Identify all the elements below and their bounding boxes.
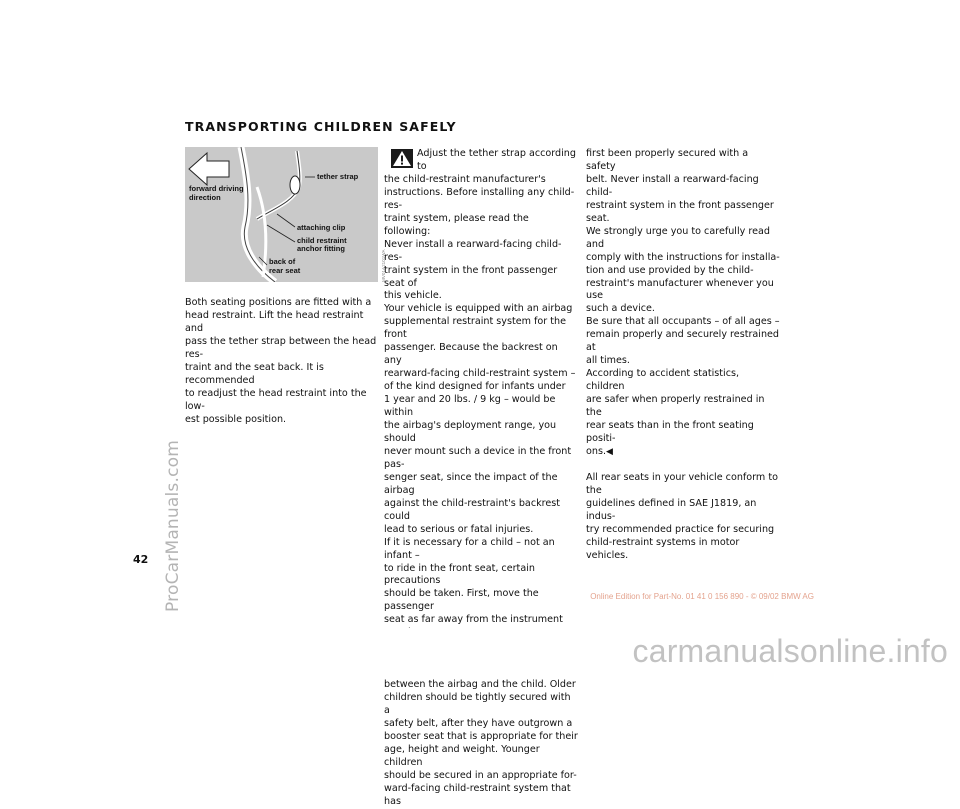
diagram-svg (185, 147, 378, 282)
text-line: senger seat, since the impact of the airbag (384, 471, 558, 496)
paragraph-gap (586, 459, 780, 472)
text-line: Never install a rearward-facing child-res- (384, 238, 562, 263)
text-line: 1 year and 20 lbs. / 9 kg – would be within (384, 394, 556, 419)
attaching-clip-shape (290, 176, 300, 194)
label-back-2: rear seat (269, 266, 301, 275)
text-line: supplemental restraint system for the front (384, 316, 567, 341)
text-line: first been properly secured with a safety (586, 148, 749, 172)
text-line: Be sure that all occupants – of all ages – (586, 316, 780, 328)
footer-site-watermark: carmanualsonline.info (632, 633, 948, 669)
page-number: 42 (133, 553, 149, 566)
text-line: belt. Never install a rearward-facing child- (586, 173, 759, 198)
text-line: rear seats than in the front seating positi- (586, 420, 754, 444)
text-line: instructions. Before installing any child-res- (384, 186, 575, 211)
text-line: never mount such a device in the front pas- (384, 445, 572, 470)
label-direction: direction (189, 193, 221, 202)
text-line: comply with the instructions for installa- (586, 251, 780, 263)
text-line: between the airbag and the child. Older (384, 679, 576, 691)
text-line: We strongly urge you to carefully read and (586, 225, 770, 250)
text-line: age, height and weight. Younger children (384, 743, 540, 768)
text-line: remain properly and securely restrained at (586, 329, 780, 354)
text-line: rearward-facing child-restraint system – (384, 368, 576, 380)
text-line: against the child-restraint's backrest could (384, 497, 561, 522)
section-title: TRANSPORTING CHILDREN SAFELY (185, 119, 457, 134)
text-line-content: ons. (586, 445, 606, 457)
text-line: If it is necessary for a child – not an infant – (384, 536, 555, 561)
text-line: Adjust the tether strap according to (417, 148, 576, 172)
text-line: child-restraint systems in motor vehicles. (586, 536, 740, 561)
column-2-text (384, 148, 578, 809)
label-anchor-1: child restraint (297, 236, 347, 245)
text-line: safety belt, after they have outgrown a (384, 717, 573, 729)
text-line: are safer when properly restrained in the (586, 394, 765, 419)
text-line: seat as far away from the instrument (384, 614, 563, 626)
end-mark-icon: ◀ (606, 446, 613, 457)
text-line: such a device. (586, 303, 655, 315)
text-line: ward-facing child-restraint system that has (384, 782, 571, 807)
text-line: According to accident statistics, children (586, 368, 740, 393)
text-line: children should be tightly secured with a (384, 692, 571, 716)
text-line: booster seat that is appropriate for their (384, 730, 578, 742)
text-line: traint system in the front passenger seat of (384, 264, 558, 289)
text-line: should be taken. First, move the passenger (384, 588, 539, 613)
text-line: Your vehicle is equipped with an airbag (384, 303, 573, 315)
text-line: this vehicle. (384, 290, 442, 302)
text-line: restraint's manufacturer whenever you use (586, 277, 774, 302)
label-anchor-2: anchor fitting (297, 244, 345, 253)
text-line: est possible position. (185, 413, 287, 425)
text-line: lead to serious or fatal injuries. (384, 523, 534, 535)
text-line: passenger. Because the backrest on any (384, 342, 558, 367)
label-tether: tether strap (317, 172, 359, 181)
text-line: Both seating positions are fitted with a (185, 297, 372, 308)
text-line: all times. (586, 355, 630, 367)
text-line: try recommended practice for securing (586, 523, 775, 535)
side-watermark: ProCarManuals.com (163, 440, 183, 612)
text-line (586, 446, 780, 459)
text-line: of the kind designed for infants under (384, 381, 566, 393)
warning-icon (391, 149, 413, 168)
label-clip: attaching clip (297, 223, 346, 232)
text-line: tion and use provided by the child- (586, 264, 754, 276)
text-line: restraint system in the front passenger (586, 199, 774, 211)
text-line: traint and the seat back. It is recommended (185, 361, 324, 386)
text-line: traint system, please read the following: (384, 212, 529, 237)
label-back-1: back of (269, 257, 296, 266)
figure-code: MV01A2101WA (381, 249, 386, 282)
label-forward: forward driving (189, 184, 244, 193)
text-line: to readjust the head restraint into the low- (185, 387, 367, 412)
column-1-text (185, 297, 378, 427)
text-line: the child-restraint manufacturer's (384, 173, 546, 185)
text-line: pass the tether strap between the head res- (185, 335, 377, 360)
text-line: should be secured in an appropriate for- (384, 769, 577, 781)
child-seat-diagram (185, 147, 386, 282)
text-line: the airbag's deployment range, you should (384, 420, 557, 444)
text-line: guidelines defined in SAE J1819, an indus- (586, 497, 757, 522)
text-line: All rear seats in your vehicle conform to the (586, 471, 778, 496)
text-line: head restraint. Lift the head restraint and (185, 309, 364, 334)
column-3-text (586, 148, 780, 562)
text-line: seat. (586, 212, 610, 224)
text-line: to ride in the front seat, certain precautions (384, 562, 535, 587)
edition-line: Online Edition for Part-No. 01 41 0 156 890 - © 09/02 BMW AG (590, 592, 814, 601)
